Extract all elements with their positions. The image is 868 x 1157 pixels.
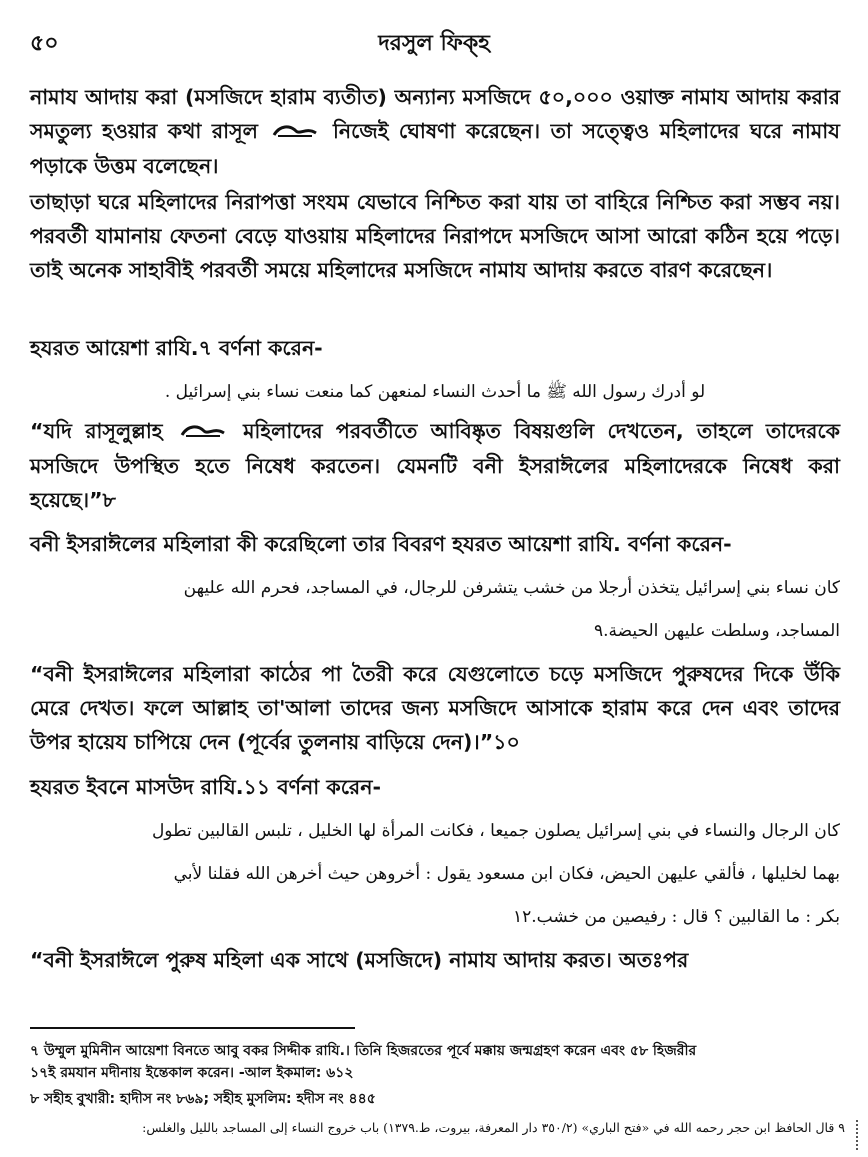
paragraph-2: তাছাড়া ঘরে মহিলাদের নিরাপত্তা সংযম যেভাবে নিশ্চিত করা যায় তা বাহিরে নিশ্চিত করা সম্ভব নয়। পরবর্তী যামানায় ফেতনা বেড়ে যাওয়ায় মহিলাদের নিরাপদে মসজিদে আসা আরো কঠিন হয়ে পড়ে। তাই অনেক সাহাবীই পরবর্তী সময়ে মহিলাদের মসজিদে নামায আদায় করতে বারণ করেছেন। bbox=[30, 190, 840, 282]
narration-intro-2: বনী ইসরাঈলের মহিলারা কী করেছিলো তার বিবরণ হযরত আয়েশা রাযি. বর্ণনা করেন- bbox=[30, 532, 732, 556]
arabic-hadith-3-line-3: بكر : ما القالبين ؟ قال : رفيصين من خشب.١٢ bbox=[513, 907, 840, 927]
narration-intro-aisha: হযরত আয়েশা রাযি.৭ বর্ণনা করেন- bbox=[30, 336, 323, 360]
footnote-7-line-2: ১৭ই রমযান মদীনায় ইন্তেকাল করেন। -আল ইকমাল: ৬১২ bbox=[30, 1065, 354, 1081]
translation-1-text-b: মহিলাদের পরবর্তীতে আবিষ্কৃত বিষয়গুলি দেখতেন, তাহলে তাদেরকে মসজিদে উপস্থিত হতে নিষেধ করতেন। যেমনটি বনী ইসরাঈলের মহিলাদেরকে নিষেধ করা হয়েছে।”৮ bbox=[30, 419, 841, 512]
narration-intro-ibn-masud: হযরত ইবনে মাসউদ রাযি.১১ বর্ণনা করেন- bbox=[30, 775, 381, 799]
translation-1-text-a: “যদি রাসূলুল্লাহ bbox=[30, 419, 163, 443]
paragraph-1-text-b: নিজেই ঘোষণা করেছেন। তা সত্ত্বেও মহিলাদের ঘরে নামায পড়াকে উত্তম বলেছেন। bbox=[30, 119, 840, 178]
salutation-calligraphy-icon bbox=[180, 415, 226, 449]
translation-1 bbox=[30, 414, 840, 517]
translation-2: “বনী ইসরাঈলের মহিলারা কাঠের পা তৈরী করে যেগুলোতে চড়ে মসজিদে পুরুষদের দিকে উঁকি মেরে দেখত। ফলে আল্লাহ তা'আলা তাদের জন্য মসজিদে আসাকে হারাম করে দেন এবং তাদের উপর হায়েয চাপিয়ে দেন (পূর্বের তুলনায় বাড়িয়ে দেন)।”১০ bbox=[30, 662, 840, 754]
page-number: ৫০ bbox=[30, 31, 59, 56]
arabic-hadith-3-line-1: كان الرجال والنساء في بني إسرائيل يصلون جميعا ، فكانت المرأة لها الخليل ، تلبس القالبين تطول bbox=[151, 821, 840, 841]
arabic-hadith-3-line-2: بهما لخليلها ، فألقي عليهن الحيض، فكان ابن مسعود يقول : أخروهن حيث أخرهن الله فقلنا لأبي bbox=[173, 864, 840, 884]
arabic-hadith-2-line-2: المساجد، وسلطت عليهن الحيضة.٩ bbox=[593, 621, 840, 641]
footnote-9-arabic: ٩ قال الحافظ ابن حجر رحمه الله في «فتح الباري» (٣٥٠/٢ دار المعرفة، بيروت، ط.١٣٧٩) باب خروج النساء إلى المساجد بالليل والغلس: bbox=[142, 1120, 845, 1135]
footnote-divider bbox=[30, 1027, 355, 1029]
arabic-hadith-2-line-1: كان نساء بني إسرائيل يتخذن أرجلا من خشب يتشرفن للرجال، في المساجد، فحرم الله عليهن bbox=[183, 578, 840, 598]
paragraph-1 bbox=[30, 80, 840, 183]
footnote-7-line-1: ৭ উম্মুল মুমিনীন আয়েশা বিনতে আবু বকর সিদ্দীক রাযি.। তিনি হিজরতের পূর্বে মক্কায় জন্মগ্রহণ করেন এবং ৫৮ হিজরীর bbox=[30, 1043, 697, 1059]
page-edge-mark bbox=[856, 1120, 866, 1150]
translation-3: “বনী ইসরাঈলে পুরুষ মহিলা এক সাথে (মসজিদে) নামায আদায় করত। অতঃপর bbox=[30, 948, 689, 972]
salutation-calligraphy-icon bbox=[272, 115, 318, 149]
paragraph-1-text-a: নামায আদায় করা (মসজিদে হারাম ব্যতীত) অন্যান্য মসজিদে ৫০,০০০ ওয়াক্ত নামায আদায় করার সমতুল্য হওয়ার কথা রাসূল bbox=[30, 85, 840, 143]
footnote-8: ৮ সহীহ বুখারী: হাদীস নং ৮৬৯; সহীহ মুসলিম: হদীস নং ৪৪৫ bbox=[30, 1091, 376, 1107]
running-title: দরসুল ফিক্‌হ bbox=[378, 31, 490, 56]
arabic-hadith-1: لو أدرك رسول الله ﷺ ما أحدث النساء لمنعهن كما منعت نساء بني إسرائيل . bbox=[164, 382, 706, 402]
